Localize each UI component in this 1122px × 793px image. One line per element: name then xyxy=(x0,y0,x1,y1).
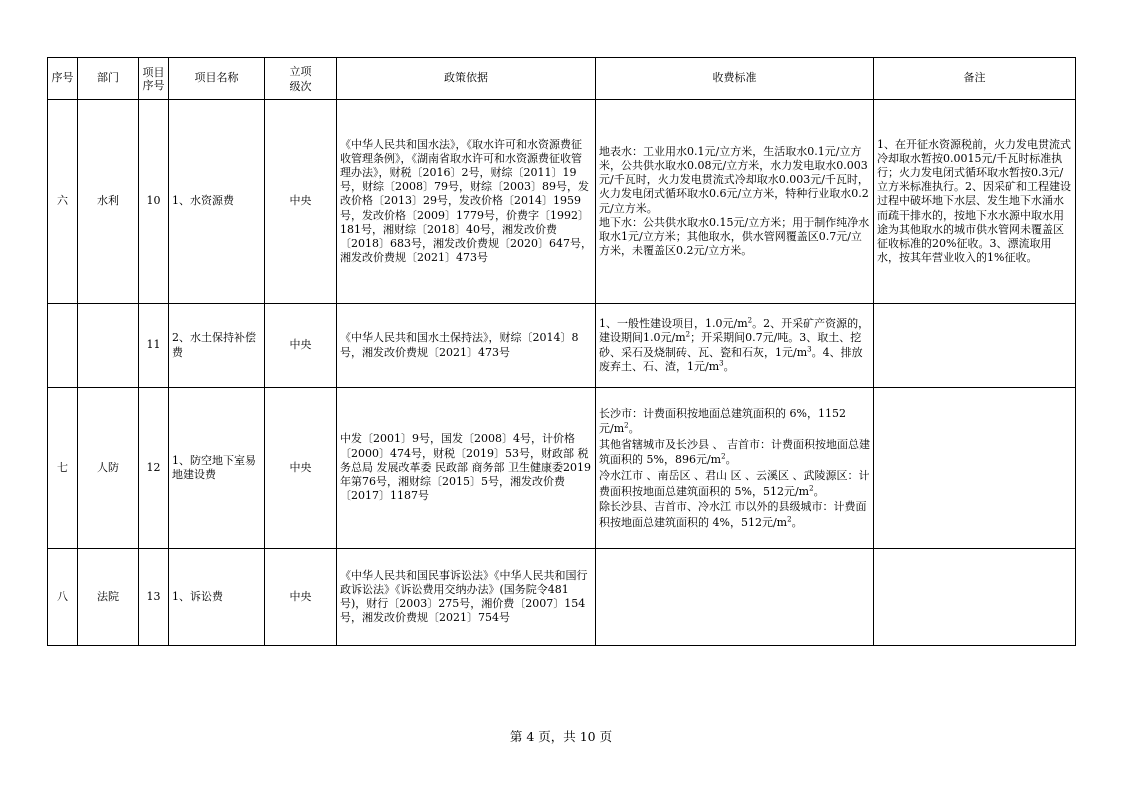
standard-text: 。 xyxy=(628,422,640,436)
standard-text: ；开采期间0.7元/吨。3、取土、挖砂、采石及烧制砖、瓦、瓷和石灰，1元/m xyxy=(599,331,862,359)
row-dept: 人防 xyxy=(78,388,139,549)
row-item-no: 12 xyxy=(139,388,169,549)
row-basis: 《中华人民共和国民事诉讼法》《中华人民共和国行政诉讼法》《诉讼费用交纳办法》(国务院令481号)，财行〔2003〕275号，湘价费〔2007〕154号，湘发改价费规〔2021〕754号 xyxy=(337,549,596,646)
standard-text: 除长沙县、吉首市、冷水江 市以外的县级城市：计费面积按地面总建筑面积的 4%，512元/m xyxy=(599,500,867,529)
row-standard xyxy=(596,549,874,646)
row-level: 中央 xyxy=(265,388,337,549)
row-basis: 《中华人民共和国水土保持法》，财综〔2014〕8号，湘发改价费规〔2021〕473号 xyxy=(337,304,596,388)
row-item-no: 13 xyxy=(139,549,169,646)
header-basis: 政策依据 xyxy=(337,58,596,100)
table-row xyxy=(48,549,1076,646)
table-row xyxy=(48,100,1076,304)
row-seq: 六 xyxy=(48,100,78,304)
standard-other-cities xyxy=(599,437,870,468)
row-seq: 八 xyxy=(48,549,78,646)
header-seq: 序号 xyxy=(48,58,78,100)
row-note xyxy=(874,549,1076,646)
superscript: 2 xyxy=(747,316,753,325)
superscript: 2 xyxy=(787,515,792,524)
row-note xyxy=(874,304,1076,388)
standard-text: 。 xyxy=(723,359,735,373)
header-name: 项目名称 xyxy=(169,58,265,100)
superscript: 2 xyxy=(809,483,814,492)
row-level: 中央 xyxy=(265,100,337,304)
standard-text: 。 xyxy=(791,515,803,529)
table-row xyxy=(48,388,1076,549)
row-name: 2、水土保持补偿费 xyxy=(169,304,265,388)
standard-groundwater: 地下水：公共供水取水0.15元/立方米；用于制作纯净水取水1元/立方米；其他取水，供水管网覆盖区0.7元/立方米，未覆盖区0.2元/立方米。 xyxy=(599,215,870,258)
row-item-no: 11 xyxy=(139,304,169,388)
superscript: 2 xyxy=(685,330,691,339)
row-note xyxy=(874,388,1076,549)
standard-text: 冷水江市 、南岳区 、君山 区 、云溪区 、武陵源区：计费面积按地面总建筑面积的 5%，512元/m xyxy=(599,469,870,498)
standard-text: 1、一般性建设项目，1.0元/m xyxy=(599,317,748,331)
header-level: 立项级次 xyxy=(265,58,337,100)
standard-text: 。2、开采矿产资源的，建设期间1.0元/m xyxy=(599,317,870,345)
row-level: 中央 xyxy=(265,304,337,388)
row-item-no: 10 xyxy=(139,100,169,304)
header-row xyxy=(48,58,1076,100)
row-seq xyxy=(48,304,78,388)
standard-text: 。 xyxy=(725,453,737,467)
standard-districts xyxy=(599,468,870,499)
superscript: 3 xyxy=(807,344,812,353)
page-footer: 第 4 页，共 10 页 xyxy=(509,729,613,744)
row-basis: 中发〔2001〕9号，国发〔2008〕4号，计价格〔2000〕474号，财税〔2019〕53号，财政部 税务总局 发展改革委 民政部 商务部 卫生健康委2019年第76号，湘财综〔2015〕5号，湘发改价费〔2017〕1187号 xyxy=(337,388,596,549)
header-dept: 部门 xyxy=(78,58,139,100)
row-dept xyxy=(78,304,139,388)
row-basis: 《中华人民共和国水法》，《取水许可和水资源费征收管理条例》，《湖南省取水许可和水资源费征收管理办法》，财税〔2016〕2号，财综〔2011〕19号，财综〔2008〕79号，财综〔2003〕89号，发改价格〔2013〕29号，发改价格〔2014〕1959号，发改价格〔2009〕1779号，价费字〔1992〕181号，湘财综〔2018〕40号，湘发改价费〔2018〕683号，湘发改价费规〔2020〕647号，湘发改价费规〔2021〕473号 xyxy=(337,100,596,304)
row-dept: 法院 xyxy=(78,549,139,646)
row-standard xyxy=(596,388,874,549)
row-name: 1、水资源费 xyxy=(169,100,265,304)
standard-text: 其他省辖城市及长沙县 、 吉首市：计费面积按地面总建筑面积的 5%，896元/m xyxy=(599,437,870,467)
header-standard: 收费标准 xyxy=(596,58,874,100)
row-seq: 七 xyxy=(48,388,78,549)
standard-text: 。4、排放废弃土、石、渣，1元/m xyxy=(599,345,863,373)
header-note: 备注 xyxy=(874,58,1076,100)
row-name: 1、防空地下室易地建设费 xyxy=(169,388,265,549)
row-note: 1、在开征水资源税前，火力发电贯流式冷却取水暂按0.0015元/千瓦时标准执行；火力发电闭式循环取水暂按0.3元/立方米标准执行。2、因采矿和工程建设过程中破坏地下水层、发生地下水涌水而疏干排水的，按地下水水源中取水用途为其他取水的城市供水管网未覆盖区征收标准的20%征收。3、漂流取用水，按其年营业收入的1%征收。 xyxy=(874,100,1076,304)
row-standard xyxy=(596,100,874,304)
superscript: 3 xyxy=(719,359,724,368)
fee-table xyxy=(47,57,1076,646)
standard-surface-water: 地表水：工业用水0.1元/立方米，生活取水0.1元/立方米，公共供水取水0.08元/立方米，水力发电取水0.003元/千瓦时，火力发电贯流式冷却取水0.003元/千瓦时，火力发电闭式循环取水0.6元/立方米，特种行业取水0.2元/立方米。 xyxy=(599,144,869,215)
row-dept: 水利 xyxy=(78,100,139,304)
superscript: 2 xyxy=(624,421,629,430)
standard-text: 长沙市：计费面积按地面总建筑面积的 6%，1152元/m xyxy=(599,406,846,436)
standard-county-cities xyxy=(599,499,870,530)
standard-changsha xyxy=(599,406,870,437)
superscript: 2 xyxy=(721,452,726,461)
table-row xyxy=(48,304,1076,388)
header-item-no: 项目序号 xyxy=(139,58,169,100)
row-name: 1、诉讼费 xyxy=(169,549,265,646)
row-level: 中央 xyxy=(265,549,337,646)
row-standard xyxy=(596,304,874,388)
standard-text: 。 xyxy=(813,484,825,498)
